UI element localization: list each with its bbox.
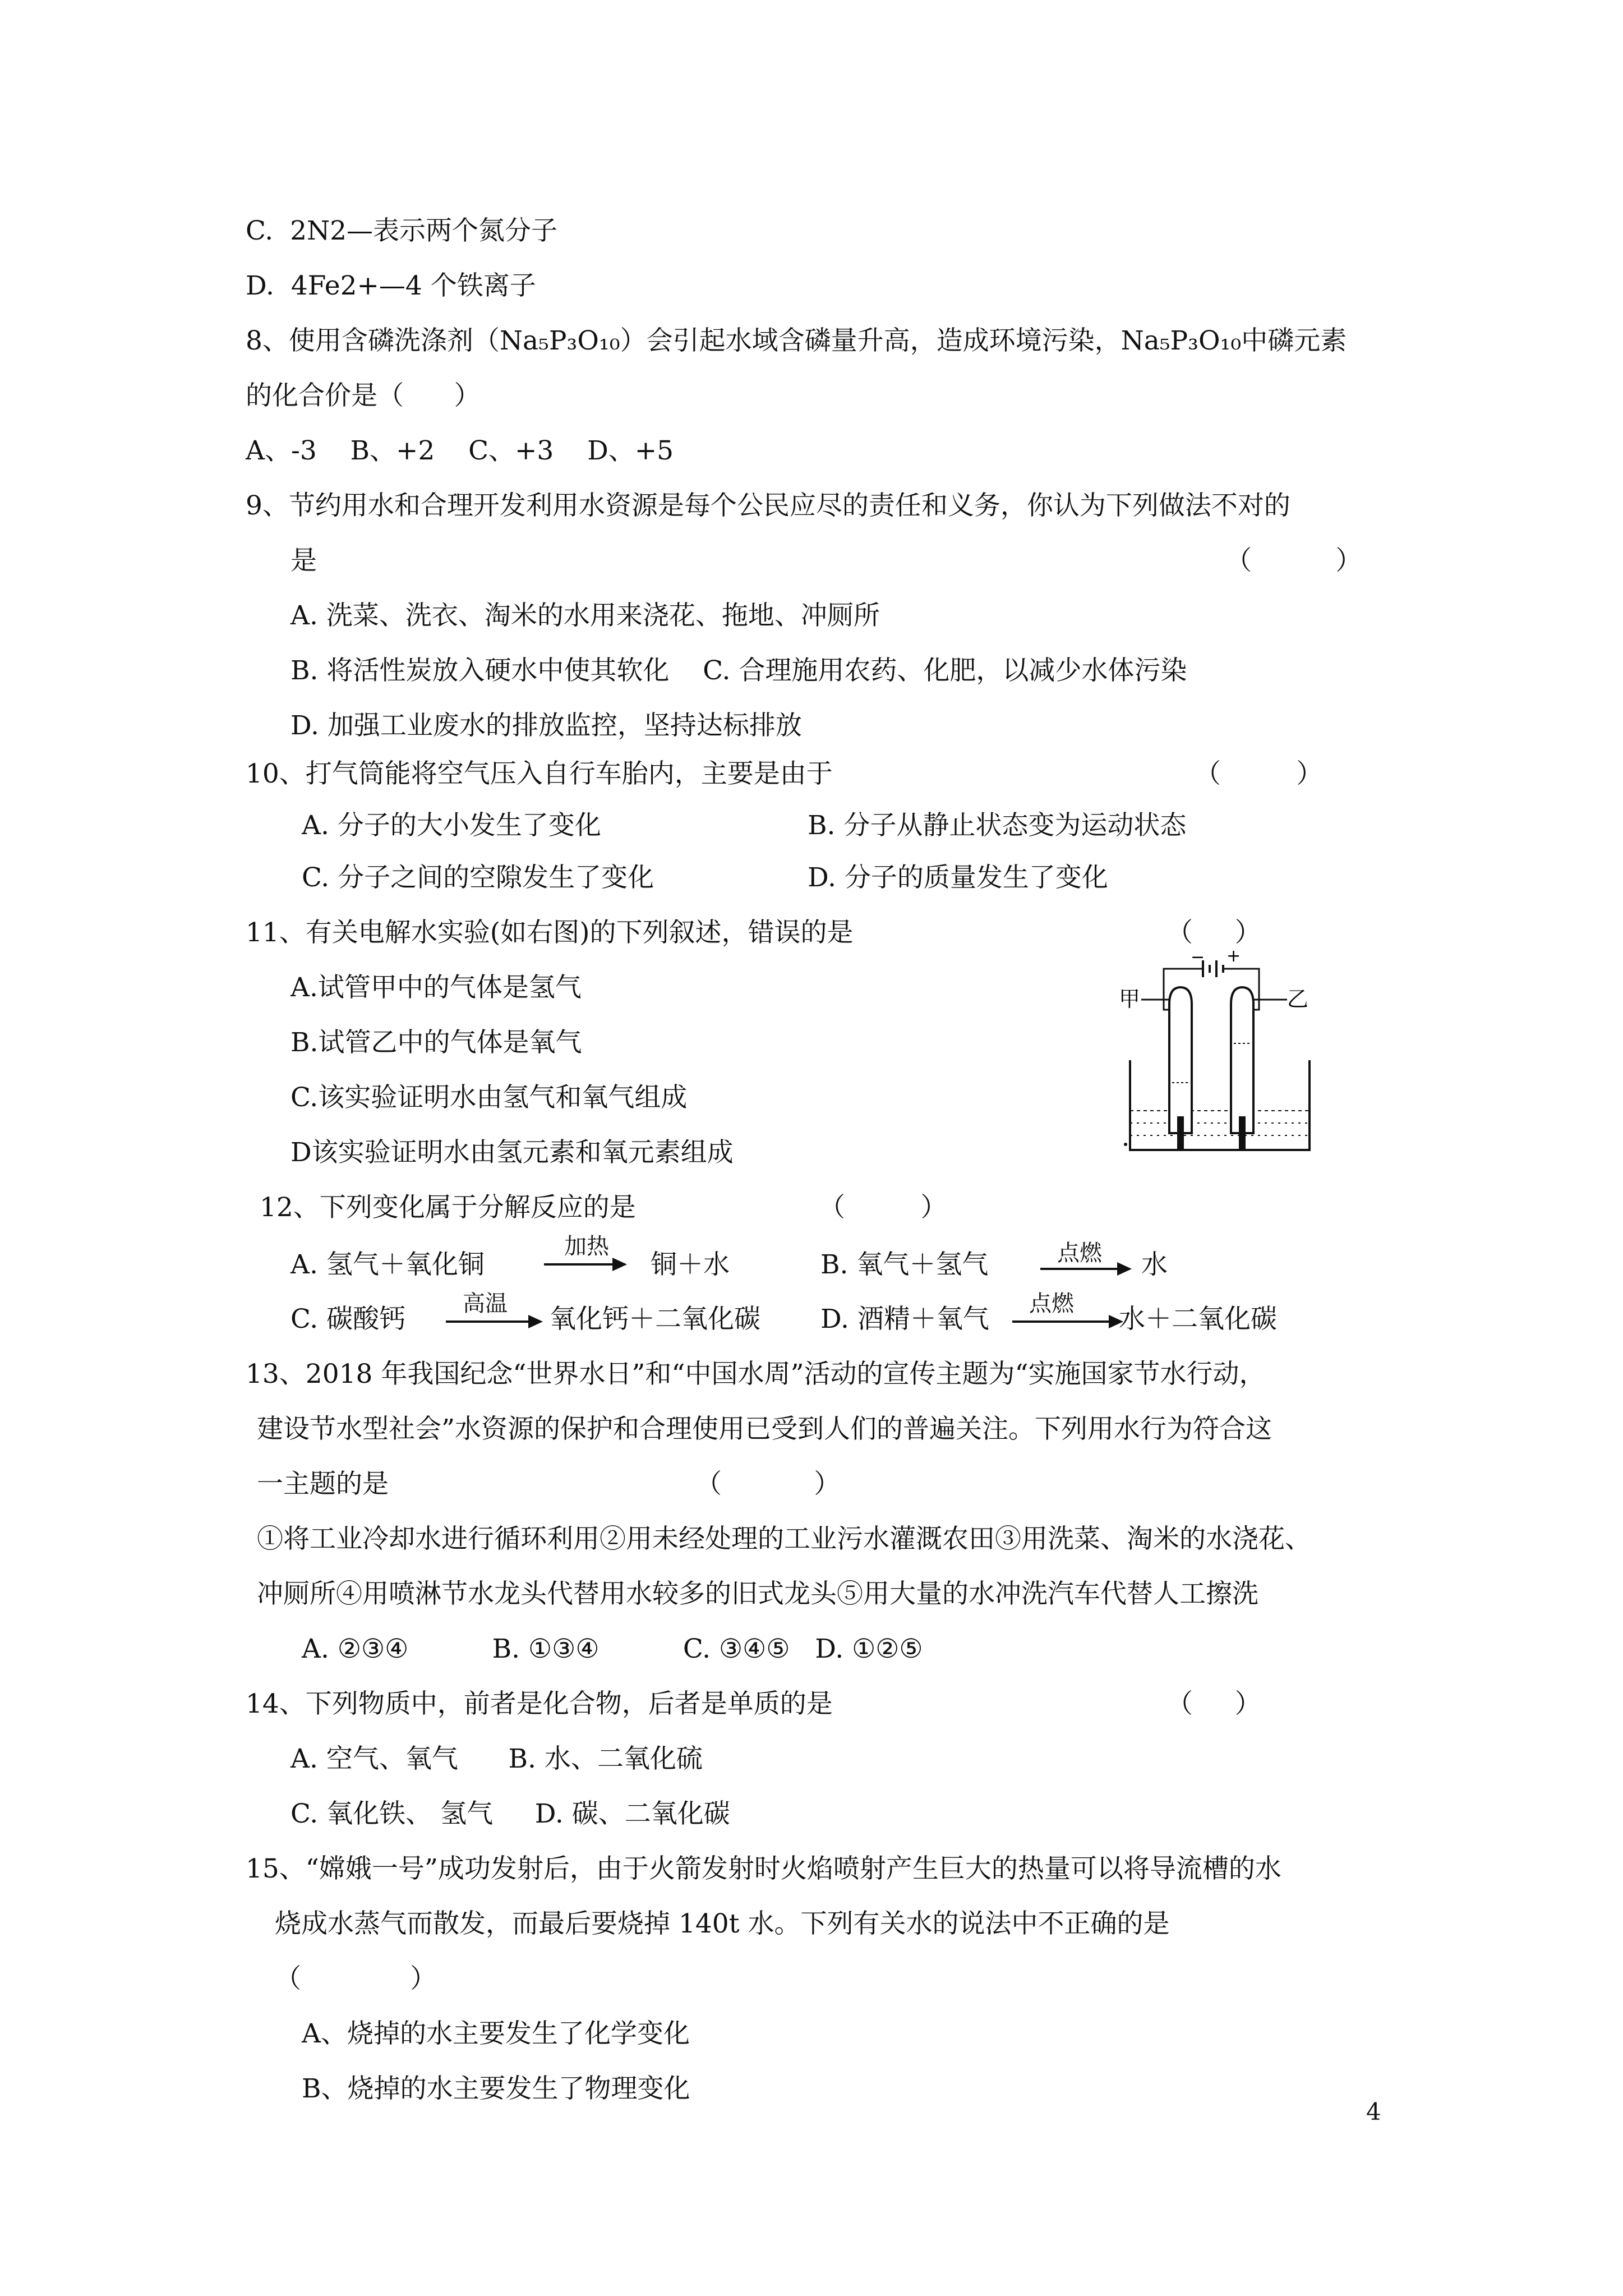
question-15-option-b: B、烧掉的水主要发生了物理变化 (302, 2073, 690, 2104)
question-10-option-a: A. 分子的大小发生了变化 (302, 810, 601, 841)
question-15: 15、“嫦娥一号”成功发射后，由于火箭发射时火焰喷射产生巨大的热量可以将导流槽的水 (246, 1853, 1281, 1884)
question-14-options-cd: C. 氧化铁、 氢气 D. 碳、二氧化碳 (291, 1798, 730, 1829)
question-13-cont-1: 建设节水型社会”水资源的保护和合理使用已受到人们的普遍关注。下列用水行为符合这 (257, 1414, 1272, 1444)
arrow-heat-head (612, 1258, 627, 1271)
question-11-option-c: C.该实验证明水由氢气和氧气组成 (291, 1082, 688, 1113)
question-8-options: A、-3 B、+2 C、+3 D、+5 (246, 435, 674, 466)
question-13-answer-blank: （ ） (695, 1469, 841, 1499)
arrow-heat (544, 1233, 628, 1272)
battery-plus-sign: + (1227, 948, 1241, 966)
question-12-answer-blank: （ ） (819, 1192, 947, 1223)
question-13-cont-2: 一主题的是 (257, 1469, 389, 1499)
arrow-high-temp-line (446, 1320, 530, 1323)
question-11-option-a: A.试管甲中的气体是氢气 (291, 972, 582, 1003)
battery-minus-sign: − (1191, 948, 1205, 967)
question-12-option-c-left: C. 碳酸钙 (291, 1304, 406, 1335)
electrode-right (1239, 1116, 1246, 1150)
test-tube-jia (1169, 987, 1192, 1133)
arrow-ignite-1-label: 点燃 (1057, 1240, 1102, 1266)
question-12: 12、下列变化属于分解反应的是 (260, 1192, 636, 1223)
option-c-nitrogen: C. 2N2—表示两个氮分子 (246, 215, 558, 246)
option-d-iron-ion: D. 4Fe2+—4 个铁离子 (246, 270, 536, 301)
electrode-left (1177, 1116, 1184, 1150)
question-11-option-b: B.试管乙中的气体是氧气 (291, 1027, 582, 1058)
question-13-options: A. ②③④ B. ①③④ C. ③④⑤ D. ①②⑤ (302, 1634, 923, 1664)
question-10: 10、打气筒能将空气压入自行车胎内，主要是由于 (246, 758, 833, 789)
question-11: 11、有关电解水实验(如右图)的下列叙述，错误的是 (246, 917, 854, 948)
question-9-option-a: A. 洗菜、洗衣、淘米的水用来浇花、拖地、冲厕所 (291, 600, 880, 631)
question-12-option-b-right: 水 (1141, 1249, 1168, 1280)
arrow-high-temp-label: 高温 (463, 1291, 508, 1317)
label-yi: 乙 (1287, 987, 1309, 1011)
question-10-option-d: D. 分子的质量发生了变化 (808, 862, 1108, 893)
arrow-ignite-2-line (1012, 1320, 1110, 1323)
question-9-option-bc: B. 将活性炭放入硬水中使其软化 C. 合理施用农药、化肥，以减少水体污染 (291, 655, 1187, 686)
page-number: 4 (1366, 2098, 1381, 2125)
question-15-option-a: A、烧掉的水主要发生了化学变化 (302, 2018, 690, 2049)
dot-mark (1124, 1143, 1127, 1146)
question-9-option-d: D. 加强工业废水的排放监控，坚持达标排放 (291, 710, 802, 741)
question-8: 8、使用含磷洗涤剂（Na₅P₃O₁₀）会引起水域含磷量升高，造成环境污染，Na₅P₃O₁₀中磷元素 (246, 325, 1347, 356)
question-12-option-a-right: 铜＋水 (651, 1249, 730, 1280)
arrow-ignite-1-line (1040, 1268, 1119, 1270)
question-9-cont: 是 (291, 545, 317, 576)
question-10-option-c: C. 分子之间的空隙发生了变化 (302, 862, 654, 893)
question-12-option-d-left: D. 酒精＋氧气 (820, 1304, 989, 1335)
arrow-ignite-1-head (1117, 1262, 1132, 1276)
question-11-answer-blank: （ ） (1166, 917, 1261, 948)
question-15-answer-blank: （ ） (275, 1963, 437, 1994)
question-13-statements-1: ①将工业冷却水进行循环利用②用未经处理的工业污水灌溉农田③用洗菜、淘米的水浇花、 (257, 1524, 1311, 1554)
beaker (1130, 1060, 1310, 1150)
question-14-answer-blank: （ ） (1166, 1688, 1261, 1719)
question-15-cont: 烧成水蒸气而散发，而最后要烧掉 140t 水。下列有关水的说法中不正确的是 (275, 1908, 1170, 1939)
label-jia: 甲 (1119, 987, 1141, 1011)
arrow-heat-line (544, 1263, 614, 1266)
question-13: 13、2018 年我国纪念“世界水日”和“中国水周”活动的宣传主题为“实施国家节水行动， (246, 1359, 1266, 1389)
question-9-answer-blank: （ ） (1225, 545, 1362, 576)
question-11-option-d: D该实验证明水由氢元素和氧元素组成 (291, 1137, 734, 1168)
arrow-ignite-2-label: 点燃 (1029, 1291, 1074, 1317)
question-8-cont: 的化合价是（ ） (246, 380, 481, 411)
arrow-high-temp (446, 1290, 541, 1329)
arrow-ignite-1 (1040, 1240, 1136, 1279)
arrow-high-temp-head (528, 1315, 543, 1328)
question-10-answer-blank: （ ） (1195, 758, 1323, 789)
arrow-ignite-2 (1012, 1290, 1124, 1329)
electrolysis-diagram (1119, 948, 1321, 1161)
question-9: 9、节约用水和合理开发利用水资源是每个公民应尽的责任和义务，你认为下列做法不对的 (246, 490, 1290, 521)
question-12-option-c-right: 氧化钙＋二氧化碳 (550, 1304, 760, 1335)
arrow-heat-label: 加热 (564, 1234, 609, 1259)
question-12-option-a-left: A. 氢气＋氧化铜 (291, 1249, 485, 1280)
question-14: 14、下列物质中，前者是化合物，后者是单质的是 (246, 1688, 833, 1719)
question-10-option-b: B. 分子从静止状态变为运动状态 (808, 810, 1187, 841)
question-14-options-ab: A. 空气、氧气 B. 水、二氧化硫 (291, 1743, 703, 1774)
question-12-option-d-right: 水＋二氧化碳 (1119, 1304, 1277, 1335)
question-12-option-b-left: B. 氧气＋氢气 (820, 1249, 989, 1280)
question-13-statements-2: 冲厕所④用喷淋节水龙头代替用水较多的旧式龙头⑤用大量的水冲洗汽车代替人工擦洗 (257, 1579, 1258, 1609)
test-tube-yi (1231, 987, 1253, 1133)
